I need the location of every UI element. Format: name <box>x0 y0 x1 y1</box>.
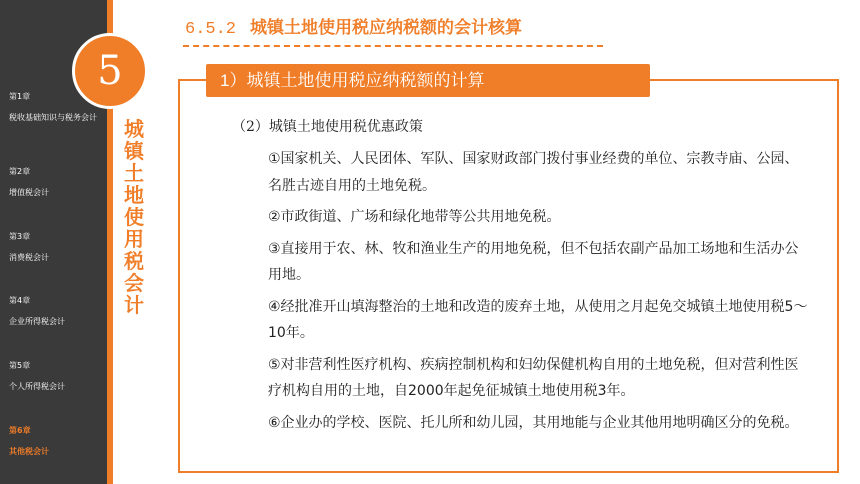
chapter-number: 第5章 <box>9 361 31 370</box>
list-item: ⑥企业办的学校、医院、托儿所和幼儿园，其用地能与企业其他用地明确区分的免税。 <box>268 414 799 431</box>
sidebar-chapter-3[interactable] <box>9 231 101 263</box>
chapter-title: 其他税会计 <box>9 447 49 456</box>
chapter-number: 第6章 <box>9 426 31 435</box>
list-item: ⑤对非营利性医疗机构、疾病控制机构和妇幼保健机构自用的土地免税，但对营利性医疗机构自用的土地，自2000年起免征城镇土地使用税3年。 <box>268 356 799 399</box>
chapter-title: 个人所得税会计 <box>9 382 65 391</box>
sidebar-chapter-6[interactable] <box>9 425 101 457</box>
list-item: ①国家机关、人民团体、军队、国家财政部门拨付事业经费的单位、宗教寺庙、公园、名胜古迹自用的土地免税。 <box>268 151 799 194</box>
chapter-title: 企业所得税会计 <box>9 317 65 326</box>
chapter-number: 第3章 <box>9 232 31 241</box>
chapter-badge: 5 <box>72 33 148 109</box>
chapter-title: 税收基础知识与税务会计 <box>9 113 97 122</box>
policy-list <box>268 146 808 441</box>
page-title <box>185 13 522 39</box>
title-dashed-divider <box>183 45 603 47</box>
policy-heading: （2）城镇土地使用税优惠政策 <box>232 119 423 135</box>
chapter-number: 第1章 <box>9 92 31 101</box>
sidebar-chapter-2[interactable] <box>9 166 101 198</box>
chapter-title: 增值税会计 <box>9 188 49 197</box>
section-title: 城镇土地使用税应纳税额的会计核算 <box>250 18 523 37</box>
chapter-number: 第2章 <box>9 167 31 176</box>
list-item: ③直接用于农、林、牧和渔业生产的用地免税，但不包括农副产品加工场地和生活办公用地。 <box>268 240 799 283</box>
sidebar-chapter-5[interactable] <box>9 360 101 392</box>
subheading-banner: 1）城镇土地使用税应纳税额的计算 <box>206 64 650 97</box>
list-item: ②市政街道、广场和绿化地带等公共用地免税。 <box>268 209 561 225</box>
vertical-section-title: 城镇土地使用税会计 <box>124 117 144 317</box>
chapter-title: 消费税会计 <box>9 253 49 262</box>
section-number: 6.5.2 <box>185 20 237 39</box>
sidebar-chapter-4[interactable] <box>9 295 101 327</box>
sidebar-chapter-1[interactable] <box>9 91 101 123</box>
list-item: ④经批准开山填海整治的土地和改造的废弃土地，从使用之月起免交城镇土地使用税5～10年。 <box>268 298 808 341</box>
chapter-number: 第4章 <box>9 296 31 305</box>
